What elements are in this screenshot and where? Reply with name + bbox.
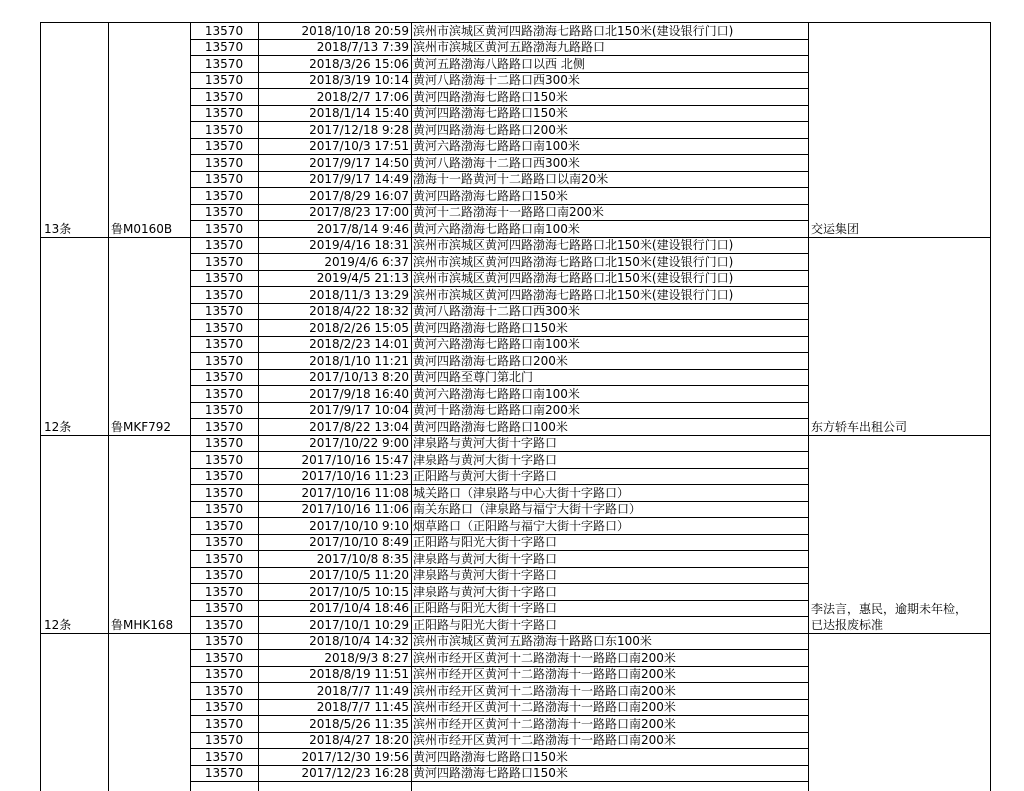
record-code: 13570 <box>204 485 244 500</box>
record-location: 津泉路与黄河大街十字路口 <box>413 551 558 566</box>
group-plate: 鲁MKF792 <box>111 419 172 434</box>
record-location: 滨州市滨城区黄河四路渤海七路路口北150米(建设银行门口) <box>413 287 734 302</box>
record-code: 13570 <box>204 205 244 219</box>
record-location: 正阳路与阳光大街十字路口 <box>413 535 558 549</box>
record-location: 滨州市经开区黄河十二路渤海十一路路口南200米 <box>413 700 676 714</box>
record-location: 黄河四路至尊门第北门 <box>413 370 534 384</box>
record-datetime: 2018/7/7 11:49 <box>316 683 409 698</box>
record-location: 黄河四路渤海七路路口150米 <box>413 106 568 120</box>
record-code: 13570 <box>204 56 244 71</box>
record-datetime: 2017/12/23 16:28 <box>301 766 409 780</box>
record-code: 13570 <box>204 353 244 368</box>
record-location: 黄河十二路渤海十一路路口南200米 <box>413 205 604 219</box>
record-location: 黄河四路渤海七路路口150米 <box>413 766 568 780</box>
group-owner: 东方轿车出租公司 <box>811 419 908 434</box>
record-code: 13570 <box>204 254 244 269</box>
record-code: 13570 <box>204 122 244 137</box>
record-datetime: 2018/5/26 11:35 <box>309 716 409 731</box>
record-code: 13570 <box>204 700 244 714</box>
record-location: 渤海十一路黄河十二路路口以南20米 <box>413 172 609 186</box>
record-code: 13570 <box>204 172 244 186</box>
record-datetime: 2017/10/5 11:20 <box>309 568 409 582</box>
record-datetime: 2018/10/18 20:59 <box>301 23 409 38</box>
record-datetime: 2017/10/10 8:49 <box>309 535 409 549</box>
record-location: 黄河五路渤海八路路口以西 北侧 <box>413 56 585 71</box>
record-location: 津泉路与黄河大街十字路口 <box>413 436 558 450</box>
group-plate: 鲁MHK168 <box>111 617 174 632</box>
record-datetime: 2018/3/26 15:06 <box>309 56 409 71</box>
group-owner: 交运集团 <box>811 221 860 236</box>
record-datetime: 2017/10/10 9:10 <box>309 518 409 533</box>
group-owner: 李法言，惠民，逾期未年检， 已达报废标准 <box>811 601 968 632</box>
record-datetime: 2017/10/3 17:51 <box>309 139 409 153</box>
record-datetime: 2019/4/5 21:13 <box>316 271 409 285</box>
record-location: 黄河六路渤海七路路口南100米 <box>413 386 580 401</box>
record-code: 13570 <box>204 304 244 318</box>
record-location: 南关东路口（津泉路与福宁大街十字路口） <box>413 502 642 516</box>
record-datetime: 2017/10/22 9:00 <box>309 436 409 450</box>
record-code: 13570 <box>204 436 244 450</box>
record-location: 滨州市滨城区黄河四路渤海七路路口北150米(建设银行门口) <box>413 254 734 269</box>
record-datetime: 2017/10/16 15:47 <box>301 452 409 467</box>
record-location: 黄河六路渤海七路路口南100米 <box>413 337 580 351</box>
record-code: 13570 <box>204 518 244 533</box>
record-datetime: 2017/9/17 10:04 <box>309 403 409 417</box>
record-code: 13570 <box>204 584 244 599</box>
record-datetime: 2018/7/7 11:45 <box>316 700 409 714</box>
record-code: 13570 <box>204 221 244 236</box>
record-location: 城关路口（津泉路与中心大街十字路口） <box>413 485 630 500</box>
record-code: 13570 <box>204 601 244 615</box>
record-datetime: 2017/10/16 11:23 <box>301 469 409 483</box>
record-code: 13570 <box>204 502 244 516</box>
record-code: 13570 <box>204 634 244 648</box>
group-count: 12条 <box>44 617 72 632</box>
record-code: 13570 <box>204 568 244 582</box>
record-location: 黄河四路渤海七路路口100米 <box>413 419 568 434</box>
record-code: 13570 <box>204 320 244 335</box>
record-location: 滨州市经开区黄河十二路渤海十一路路口南200米 <box>413 650 676 665</box>
record-code: 13570 <box>204 23 244 38</box>
record-location: 津泉路与黄河大街十字路口 <box>413 584 558 599</box>
record-code: 13570 <box>204 106 244 120</box>
record-code: 13570 <box>204 386 244 401</box>
record-datetime: 2019/4/6 6:37 <box>324 254 409 269</box>
record-location: 黄河十路渤海七路路口南200米 <box>413 403 580 417</box>
record-code: 13570 <box>204 40 244 54</box>
record-location: 津泉路与黄河大街十字路口 <box>413 452 558 467</box>
record-datetime: 2017/10/4 18:46 <box>309 601 409 615</box>
record-datetime: 2018/2/23 14:01 <box>309 337 409 351</box>
record-code: 13570 <box>204 188 244 203</box>
record-code: 13570 <box>204 469 244 483</box>
record-code: 13570 <box>204 716 244 731</box>
record-code: 13570 <box>204 155 244 170</box>
record-datetime: 2018/1/14 15:40 <box>309 106 409 120</box>
record-location: 滨州市经开区黄河十二路渤海十一路路口南200米 <box>413 683 676 698</box>
record-location: 黄河四路渤海七路路口150米 <box>413 89 568 104</box>
grid-vline <box>40 22 41 791</box>
record-code: 13570 <box>204 139 244 153</box>
record-code: 13570 <box>204 271 244 285</box>
record-location: 黄河四路渤海七路路口150米 <box>413 749 568 764</box>
record-datetime: 2017/10/5 10:15 <box>309 584 409 599</box>
record-location: 滨州市滨城区黄河四路渤海七路路口北150米(建设银行门口) <box>413 238 734 252</box>
record-location: 黄河四路渤海七路路口150米 <box>413 188 568 203</box>
record-location: 黄河四路渤海七路路口200米 <box>413 122 568 137</box>
grid-vline <box>990 22 991 791</box>
record-code: 13570 <box>204 733 244 747</box>
grid-vline <box>108 22 109 791</box>
record-datetime: 2017/10/1 10:29 <box>309 617 409 632</box>
record-code: 13570 <box>204 617 244 632</box>
record-code: 13570 <box>204 73 244 87</box>
record-code: 13570 <box>204 749 244 764</box>
record-code: 13570 <box>204 452 244 467</box>
record-location: 滨州市滨城区黄河四路渤海七路路口北150米(建设银行门口) <box>413 23 734 38</box>
record-datetime: 2017/10/16 11:06 <box>301 502 409 516</box>
group-plate: 鲁M0160B <box>111 221 173 236</box>
record-location: 滨州市滨城区黄河四路渤海七路路口北150米(建设银行门口) <box>413 271 734 285</box>
grid-hline <box>190 781 809 782</box>
record-code: 13570 <box>204 370 244 384</box>
record-location: 正阳路与阳光大街十字路口 <box>413 617 558 632</box>
record-datetime: 2018/11/3 13:29 <box>309 287 409 302</box>
record-location: 正阳路与黄河大街十字路口 <box>413 469 558 483</box>
record-datetime: 2017/10/13 8:20 <box>309 370 409 384</box>
record-datetime: 2017/12/18 9:28 <box>309 122 409 137</box>
record-location: 滨州市滨城区黄河五路渤海十路路口东100米 <box>413 634 652 648</box>
record-code: 13570 <box>204 337 244 351</box>
record-datetime: 2017/8/22 13:04 <box>309 419 409 434</box>
record-datetime: 2018/4/27 18:20 <box>309 733 409 747</box>
record-location: 滨州市滨城区黄河五路渤海九路路口 <box>413 40 606 54</box>
record-datetime: 2018/1/10 11:21 <box>309 353 409 368</box>
record-datetime: 2018/7/13 7:39 <box>316 40 409 54</box>
record-datetime: 2017/8/29 16:07 <box>309 188 409 203</box>
record-location: 津泉路与黄河大街十字路口 <box>413 568 558 582</box>
record-code: 13570 <box>204 403 244 417</box>
record-location: 黄河八路渤海十二路口西300米 <box>413 73 580 87</box>
record-code: 13570 <box>204 287 244 302</box>
record-datetime: 2018/10/4 14:32 <box>309 634 409 648</box>
record-code: 13570 <box>204 683 244 698</box>
record-code: 13570 <box>204 238 244 252</box>
record-datetime: 2018/4/22 18:32 <box>309 304 409 318</box>
record-code: 13570 <box>204 89 244 104</box>
record-location: 黄河四路渤海七路路口150米 <box>413 320 568 335</box>
record-datetime: 2019/4/16 18:31 <box>309 238 409 252</box>
record-datetime: 2018/2/26 15:05 <box>309 320 409 335</box>
record-datetime: 2018/8/19 11:51 <box>309 667 409 681</box>
record-datetime: 2017/8/14 9:46 <box>316 221 409 236</box>
record-datetime: 2017/10/8 8:35 <box>316 551 409 566</box>
record-code: 13570 <box>204 766 244 780</box>
record-datetime: 2018/2/7 17:06 <box>316 89 409 104</box>
record-location: 滨州市经开区黄河十二路渤海十一路路口南200米 <box>413 667 676 681</box>
record-location: 正阳路与阳光大街十字路口 <box>413 601 558 615</box>
record-location: 黄河八路渤海十二路口西300米 <box>413 155 580 170</box>
record-location: 烟草路口（正阳路与福宁大街十字路口） <box>413 518 630 533</box>
record-code: 13570 <box>204 667 244 681</box>
record-datetime: 2017/12/30 19:56 <box>301 749 409 764</box>
record-location: 黄河六路渤海七路路口南100米 <box>413 139 580 153</box>
record-location: 黄河八路渤海十二路口西300米 <box>413 304 580 318</box>
record-code: 13570 <box>204 650 244 665</box>
record-datetime: 2017/8/23 17:00 <box>309 205 409 219</box>
group-count: 12条 <box>44 419 72 434</box>
record-code: 13570 <box>204 551 244 566</box>
record-location: 滨州市经开区黄河十二路渤海十一路路口南200米 <box>413 716 676 731</box>
record-datetime: 2017/9/18 16:40 <box>309 386 409 401</box>
record-location: 滨州市经开区黄河十二路渤海十一路路口南200米 <box>413 733 676 747</box>
record-datetime: 2017/9/17 14:49 <box>309 172 409 186</box>
record-datetime: 2018/3/19 10:14 <box>309 73 409 87</box>
record-location: 黄河六路渤海七路路口南100米 <box>413 221 580 236</box>
record-code: 13570 <box>204 419 244 434</box>
record-code: 13570 <box>204 535 244 549</box>
record-datetime: 2017/10/16 11:08 <box>301 485 409 500</box>
record-datetime: 2018/9/3 8:27 <box>324 650 409 665</box>
record-datetime: 2017/9/17 14:50 <box>309 155 409 170</box>
record-location: 黄河四路渤海七路路口200米 <box>413 353 568 368</box>
group-count: 13条 <box>44 221 72 236</box>
